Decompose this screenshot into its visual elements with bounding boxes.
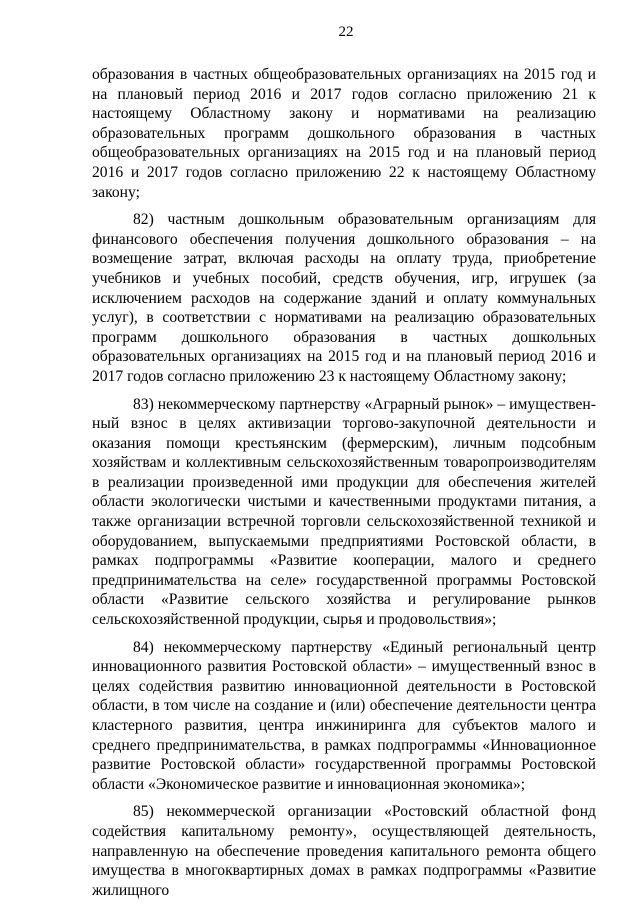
paragraph-continuation: образования в частных общеобразовательных организациях на 2015 год и на плановый период 2016 и 2017 годов согласно приложению 21 к настоящему Областному закону и нормативами на реализацию образовательных программ дошкольного образования в частных общеобразовательных организациях на 2015 год и на плановый период 2016 и 2017 годов согласно приложению 22 к настоящему Областному закону; bbox=[92, 66, 596, 201]
paragraph-item-84: 84) некоммерческому партнерству «Единый региональный центр инновационного развития Ростовской области» – имущественный взнос в целях содействия развитию инновационной деятельности в Ростовской области, в том числе на создание и (или) обеспечение деятельности центра кластерного развития, центра инжиниринга для субъектов малого и среднего предпринимательства, в рамках подпрограммы «Инновационное развитие Ростовской области» государственной программы Ростовской области «Экономическое развитие и инновационная экономика»; bbox=[92, 638, 596, 793]
paragraph-item-83: 83) некоммерческому партнерству «Аграрный рынок» – имущественный взнос в целях активизации торгово-закупочной деятельности и оказания помощи крестьянским (фермерским), личным подсобным хозяйствам и коллективным сельскохозяйственным товаропроизводителям в реализации произведенной ими продукции для обеспечения жителей области экологически чистыми и качественными продуктами питания, а также организации встречной торговли сельскохозяйственной техникой и оборудованием, выпускаемыми предприятиями Ростовской области, в рамках подпрограммы «Развитие кооперации, малого и среднего предпринимательства на селе» государственной программы Ростовской области «Развитие сельского хозяйства и регулирование рынков сельскохозяйственной продукции, сырья и продовольствия»; bbox=[92, 395, 596, 629]
paragraph-item-82: 82) частным дошкольным образовательным организациям для финансового обеспечения получения дошкольного образования – на возмещение затрат, включая расходы на оплату труда, приобретение учебников и учебных пособий, средств обучения, игр, игрушек (за исключением расходов на содержание зданий и оплату коммунальных услуг), в соответствии с нормативами на реализацию образовательных программ дошкольного образования в частных дошкольных образовательных организациях на 2015 год и на плановый период 2016 и 2017 годов согласно приложению 23 к настоящему Областному закону; bbox=[92, 211, 596, 385]
paragraph-item-85: 85) некоммерческой организации «Ростовский областной фонд содействия капитальному ремонту», осуществляющей деятельность, направленную на обеспечение проведения капитального ремонта общего имущества в многоквартирных домах в рамках подпрограммы «Развитие жилищного bbox=[92, 803, 596, 899]
page-number: 22 bbox=[338, 24, 354, 40]
